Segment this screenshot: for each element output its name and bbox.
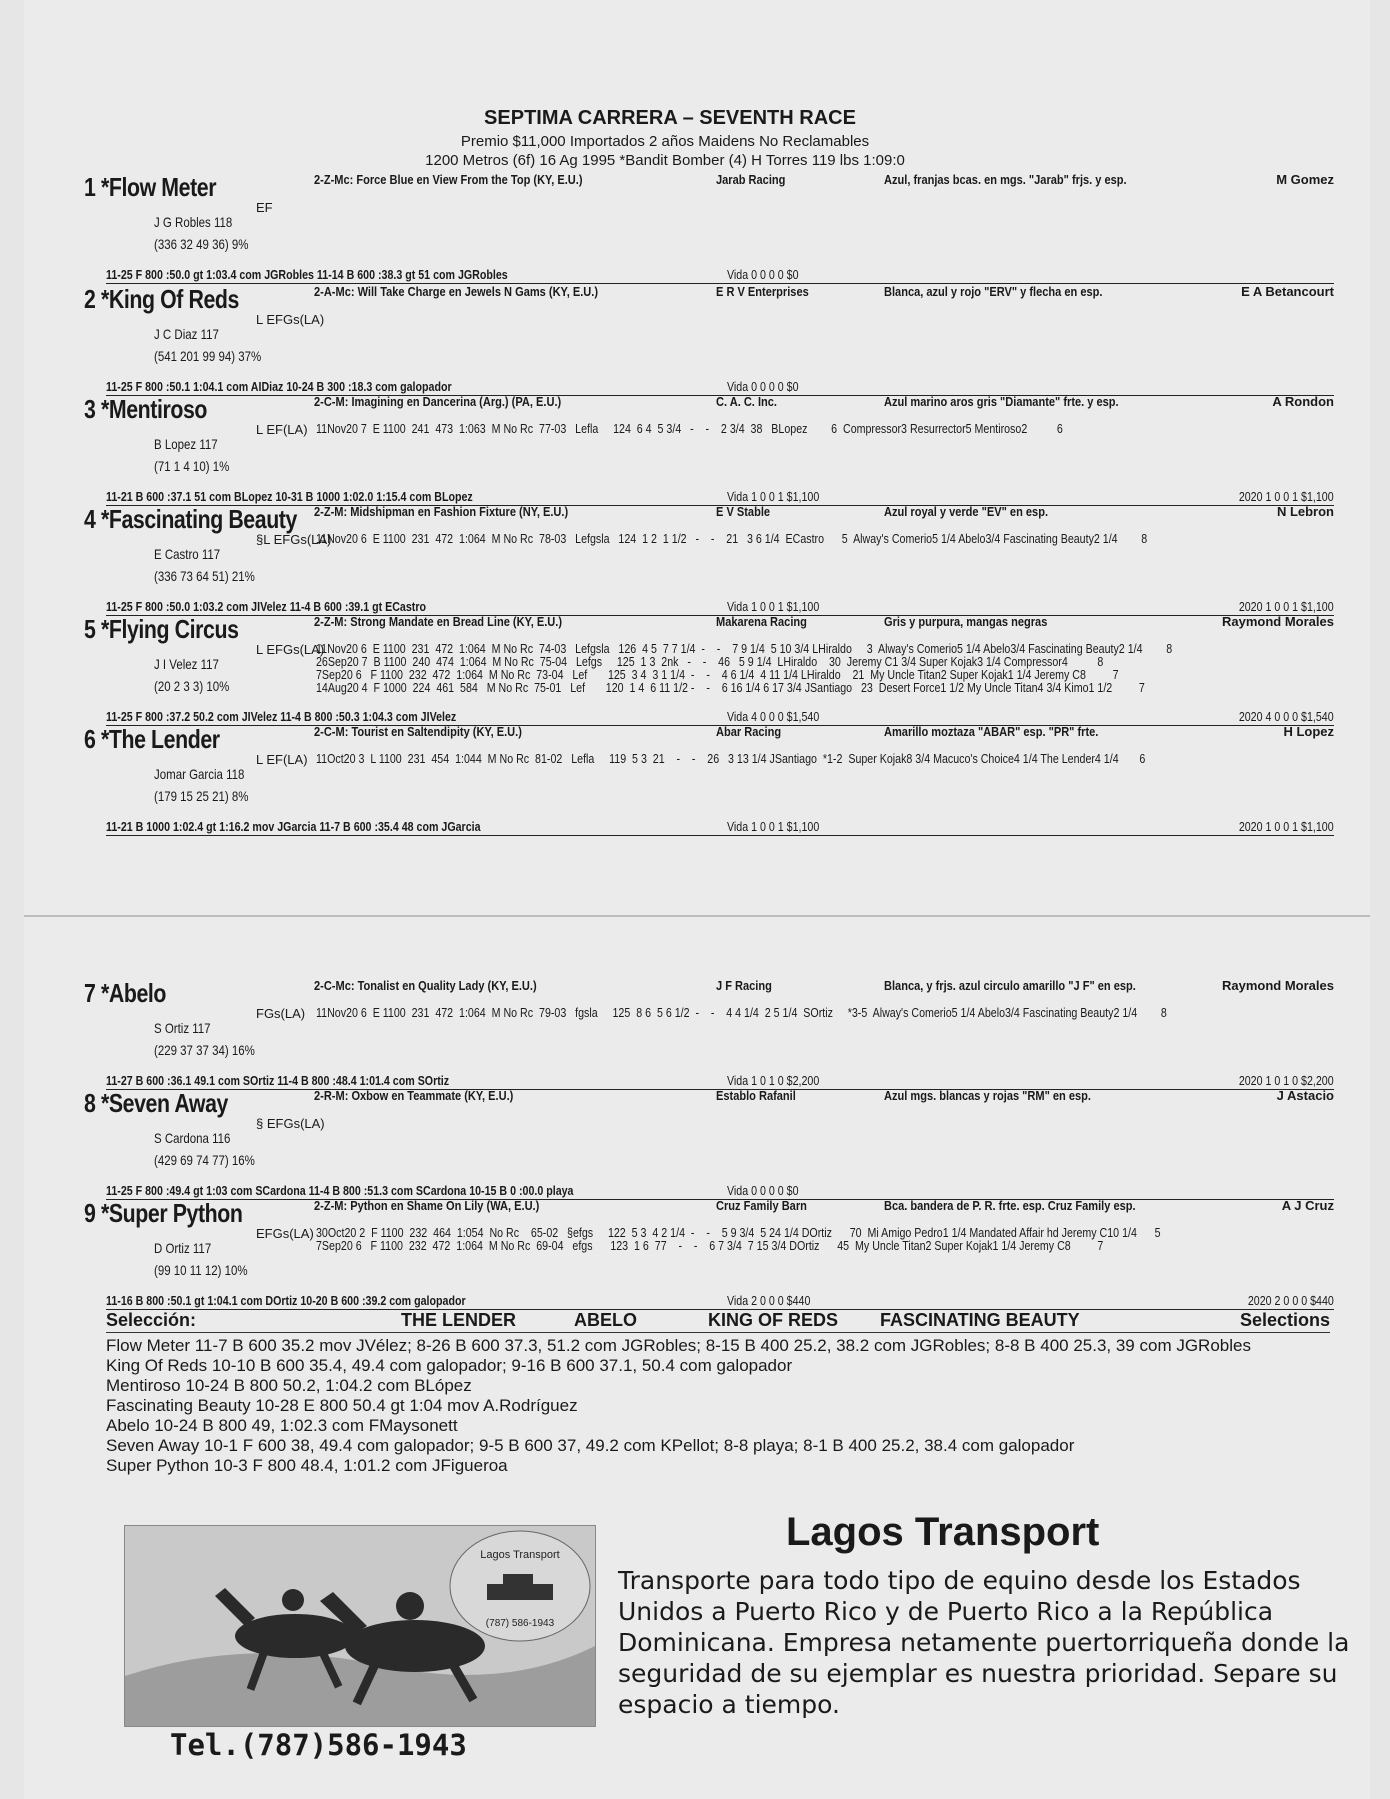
jockey: E Castro 117 bbox=[154, 546, 221, 562]
lifetime-record: Vida 0 0 0 0 $0 bbox=[727, 1183, 799, 1198]
recent-works: 11-16 B 800 :50.1 gt 1:04.1 com DOrtiz 10-20 B 600 :39.2 com galopador bbox=[106, 1293, 466, 1308]
medication: EFGs(LA) bbox=[256, 1226, 314, 1241]
jockey-stats: (429 69 74 77) 16% bbox=[154, 1152, 255, 1168]
jockey: J I Velez 117 bbox=[154, 656, 219, 672]
lifetime-record: Vida 1 0 0 1 $1,100 bbox=[727, 599, 820, 614]
workout-note: King Of Reds 10-10 B 600 35.4, 49.4 com galopador; 9-16 B 600 37.1, 50.4 com galopador bbox=[106, 1356, 793, 1375]
past-performances: 11Nov20 6 E 1100 231 472 1:064 M No Rc 79-03 fgsla 125 8 6 5 6 1/2 - - 4 4 1/4 2 5 1/4 SOrtiz *3-5 Alway's Comerio5 1/4 Abelo3/4 Fascinating Beauty2 1/4 8 bbox=[316, 1005, 1167, 1020]
breeding: 2-A-Mc: Will Take Charge en Jewels N Gams (KY, E.U.) bbox=[314, 284, 599, 299]
medication: L EF(LA) bbox=[256, 752, 308, 767]
recent-works: 11-21 B 1000 1:02.4 gt 1:16.2 mov JGarcia 11-7 B 600 :35.4 48 com JGarcia bbox=[106, 819, 481, 834]
silks: Azul, franjas bcas. en mgs. "Jarab" frjs. y esp. bbox=[884, 172, 1127, 187]
silks: Gris y purpura, mangas negras bbox=[884, 614, 1048, 629]
jockey-stats: (179 15 25 21) 8% bbox=[154, 788, 249, 804]
owner: Abar Racing bbox=[716, 724, 782, 739]
medication: L EF(LA) bbox=[256, 422, 308, 437]
entry-1 bbox=[84, 172, 1334, 282]
trainer: E A Betancourt bbox=[1241, 284, 1334, 299]
selection-pick: THE LENDER bbox=[401, 1310, 517, 1330]
breeding: 2-C-M: Tourist en Saltendipity (KY, E.U.) bbox=[314, 724, 522, 739]
medication: L EFGs(LA) bbox=[256, 642, 325, 657]
jockey: S Ortiz 117 bbox=[154, 1020, 211, 1036]
recent-works: 11-25 F 800 :37.2 50.2 com JIVelez 11-4 B 800 :50.3 1:04.3 com JIVelez bbox=[106, 709, 457, 724]
trainer: H Lopez bbox=[1283, 724, 1334, 739]
workout-note: Super Python 10-3 F 800 48.4, 1:01.2 com JFigueroa bbox=[106, 1456, 508, 1475]
horse-name: 7 *Abelo bbox=[84, 978, 167, 1008]
jockey-stats: (20 2 3 3) 10% bbox=[154, 678, 230, 694]
breeding: 2-Z-M: Python en Shame On Lily (WA, E.U.) bbox=[314, 1198, 540, 1213]
trainer: Raymond Morales bbox=[1222, 614, 1334, 629]
medication: EF bbox=[256, 200, 273, 215]
workout-note: Flow Meter 11-7 B 600 35.2 mov JVélez; 8-26 B 600 37.3, 51.2 com JGRobles; 8-15 B 400 25.2, 38.2 com JGRobles; 8-8 B 400 25.3, 39 com JGRobles bbox=[106, 1336, 1251, 1355]
ad-phone: Tel.(787)586-1943 bbox=[170, 1728, 467, 1762]
owner: C. A. C. Inc. bbox=[716, 394, 777, 409]
jockey: S Cardona 116 bbox=[154, 1130, 231, 1146]
recent-works: 11-25 F 800 :50.1 1:04.1 com AIDiaz 10-24 B 300 :18.3 com galopador bbox=[106, 379, 452, 394]
year-record: 2020 1 0 1 0 $2,200 bbox=[1239, 1073, 1334, 1088]
logo-name: Lagos Transport bbox=[480, 1549, 560, 1561]
horse-name: 4 *Fascinating Beauty bbox=[84, 504, 297, 534]
workout-note: Abelo 10-24 B 800 49, 1:02.3 com FMaysonett bbox=[106, 1416, 458, 1435]
lifetime-record: Vida 2 0 0 0 $440 bbox=[727, 1293, 811, 1308]
race-title: SEPTIMA CARRERA – SEVENTH RACE bbox=[484, 107, 856, 129]
medication: § EFGs(LA) bbox=[256, 1116, 325, 1131]
ad-image bbox=[124, 1525, 596, 1727]
silks: Bca. bandera de P. R. frte. esp. Cruz Family esp. bbox=[884, 1198, 1136, 1213]
recent-works: 11-25 F 800 :50.0 gt 1:03.4 com JGRobles 11-14 B 600 :38.3 gt 51 com JGRobles bbox=[106, 267, 508, 282]
medication: §L EFGs(LA) bbox=[256, 532, 332, 547]
owner: J F Racing bbox=[716, 978, 772, 993]
silks: Azul mgs. blancas y rojas "RM" en esp. bbox=[884, 1088, 1091, 1103]
race-conditions: 1200 Metros (6f) 16 Ag 1995 *Bandit Bomber (4) H Torres 119 lbs 1:09:0 bbox=[425, 152, 905, 169]
recent-works: 11-25 F 800 :50.0 1:03.2 com JIVelez 11-4 B 600 :39.1 gt ECastro bbox=[106, 599, 426, 614]
ad-title: Lagos Transport bbox=[786, 1510, 1100, 1554]
owner: Makarena Racing bbox=[716, 614, 807, 629]
silks: Azul royal y verde "EV" en esp. bbox=[884, 504, 1049, 519]
ad-body: Transporte para todo tipo de equino desde los Estados Unidos a Puerto Rico y de Puerto Rico a la República Dominicana. Empresa netamente puertorriqueña donde la seguridad de su ejemplar es nuestra prioridad. Separe su espacio a tiempo. bbox=[618, 1566, 1350, 1719]
workout-note: Seven Away 10-1 F 600 38, 49.4 com galopador; 9-5 B 600 37, 49.2 com KPellot; 8-8 playa; 8-1 B 400 25.2, 38.4 com galopador bbox=[106, 1436, 1075, 1455]
lifetime-record: Vida 1 0 0 1 $1,100 bbox=[727, 489, 820, 504]
lifetime-record: Vida 0 0 0 0 $0 bbox=[727, 379, 799, 394]
medication: L EFGs(LA) bbox=[256, 312, 325, 327]
selections-row bbox=[106, 1310, 1330, 1333]
trainer: J Astacio bbox=[1276, 1088, 1334, 1103]
jockey-stats: (336 73 64 51) 21% bbox=[154, 568, 255, 584]
breeding: 2-C-M: Imagining en Dancerina (Arg.) (PA, E.U.) bbox=[314, 394, 562, 409]
jockey: Jomar Garcia 118 bbox=[154, 766, 245, 782]
entry-3 bbox=[84, 394, 1334, 504]
jockey-stats: (229 37 37 34) 16% bbox=[154, 1042, 255, 1058]
jockey: B Lopez 117 bbox=[154, 436, 218, 452]
selections-end-label: Selections bbox=[1239, 1310, 1330, 1330]
page-fold bbox=[24, 915, 1370, 917]
silks: Amarillo moztaza "ABAR" esp. "PR" frte. bbox=[884, 724, 1099, 739]
breeding: 2-Z-M: Midshipman en Fashion Fixture (NY, E.U.) bbox=[314, 504, 569, 519]
trainer: A Rondon bbox=[1272, 394, 1334, 409]
entry-5 bbox=[84, 614, 1334, 724]
silks: Blanca, y frjs. azul circulo amarillo "J F" en esp. bbox=[884, 978, 1136, 993]
entry-9 bbox=[84, 1198, 1334, 1308]
past-performances: 11Nov20 7 E 1100 241 473 1:063 M No Rc 77-03 Lefla 124 6 4 5 3/4 - - 2 3/4 38 BLopez 6 Compressor3 Resurrector5 Mentiroso2 6 bbox=[316, 421, 1063, 436]
medication: FGs(LA) bbox=[256, 1006, 306, 1021]
horse-name: 2 *King Of Reds bbox=[84, 284, 239, 314]
selection-pick: FASCINATING BEAUTY bbox=[880, 1310, 1080, 1330]
selection-pick: KING OF REDS bbox=[708, 1310, 839, 1330]
owner: Establo Rafanil bbox=[716, 1088, 796, 1103]
horse-name: 6 *The Lender bbox=[84, 724, 220, 754]
past-performances: 11Nov20 6 E 1100 231 472 1:064 M No Rc 78-03 Lefgsla 124 1 2 1 1/2 - - 21 3 6 1/4 ECastro 5 Alway's Comerio5 1/4 Abelo3/4 Fascinating Beauty2 1/4 8 bbox=[316, 531, 1148, 546]
entry-7 bbox=[84, 978, 1334, 1088]
breeding: 2-R-M: Oxbow en Teammate (KY, E.U.) bbox=[314, 1088, 514, 1103]
jockey-stats: (541 201 99 94) 37% bbox=[154, 348, 262, 364]
horse-name: 5 *Flying Circus bbox=[84, 614, 239, 644]
year-record: 2020 4 0 0 0 $1,540 bbox=[1239, 709, 1334, 724]
workout-notes bbox=[106, 1336, 1336, 1476]
lifetime-record: Vida 4 0 0 0 $1,540 bbox=[727, 709, 820, 724]
recent-works: 11-21 B 600 :37.1 51 com BLopez 10-31 B 1000 1:02.0 1:15.4 com BLopez bbox=[106, 489, 473, 504]
divider bbox=[106, 835, 1334, 836]
past-performances: 11Nov20 6 E 1100 231 472 1:064 M No Rc 74-03 Lefgsla 126 4 5 7 7 1/4 - - 7 9 1/4 5 10 3/4 LHiraldo 3 Alway's Comerio5 1/4 Abelo3/4 Fascinating Beauty2 1/4 8 26Sep20 7 B 1100 240 474 1:064 M No Rc 75-04 Lefgs 125 1 3 2nk - - 46 5 9 1/4 LHiraldo 30 Jeremy C1 3/4 Super Kojak3 1/4 Compressor4 8 7Sep20 6 F 1100 232 472 1:064 M No Rc 73-04 Lef 125 3 4 3 1 1/4 - - 4 6 1/4 4 11 1/4 LHiraldo 21 My Uncle Titan2 Super Kojak1 1/4 Jeremy C8 7 14Aug20 4 F 1000 224 461 584 M No Rc 75-01 Lef 120 1 4 6 11 1/2 - - 6 16 1/4 6 17 3/4 JSantiago 23 Desert Force1 1/2 My Uncle Titan4 3/4 Kimo1 1/2 7 bbox=[316, 641, 1173, 695]
recent-works: 11-27 B 600 :36.1 49.1 com SOrtiz 11-4 B 800 :48.4 1:01.4 com SOrtiz bbox=[106, 1073, 450, 1088]
jockey: D Ortiz 117 bbox=[154, 1240, 212, 1256]
past-performances: 11Oct20 3 L 1100 231 454 1:044 M No Rc 81-02 Lefla 119 5 3 21 - - 26 3 13 1/4 JSantiago *1-2 Super Kojak8 3/4 Macuco's Choice4 1/4 The Lender4 1/4 6 bbox=[316, 751, 1146, 766]
owner: E R V Enterprises bbox=[716, 284, 809, 299]
trainer: Raymond Morales bbox=[1222, 978, 1334, 993]
jockey: J G Robles 118 bbox=[154, 214, 233, 230]
horse-name: 8 *Seven Away bbox=[84, 1088, 229, 1118]
year-record: 2020 2 0 0 0 $440 bbox=[1248, 1293, 1334, 1308]
entry-4 bbox=[84, 504, 1334, 614]
recent-works: 11-25 F 800 :49.4 gt 1:03 com SCardona 11-4 B 800 :51.3 com SCardona 10-15 B 0 :00.0 playa bbox=[106, 1183, 574, 1198]
racehorses-illustration bbox=[125, 1526, 595, 1726]
owner: Cruz Family Barn bbox=[716, 1198, 807, 1213]
horse-name: 3 *Mentiroso bbox=[84, 394, 208, 424]
workout-note: Mentiroso 10-24 B 800 50.2, 1:04.2 com BLópez bbox=[106, 1376, 472, 1395]
jockey-stats: (336 32 49 36) 9% bbox=[154, 236, 249, 252]
selection-pick: ABELO bbox=[574, 1310, 637, 1330]
lifetime-record: Vida 0 0 0 0 $0 bbox=[727, 267, 799, 282]
horse-name: 1 *Flow Meter bbox=[84, 172, 217, 202]
entry-8 bbox=[84, 1088, 1334, 1198]
trainer: M Gomez bbox=[1276, 172, 1334, 187]
ship-icon bbox=[487, 1584, 553, 1600]
trainer: A J Cruz bbox=[1281, 1198, 1334, 1213]
logo-phone: (787) 586-1943 bbox=[485, 1618, 555, 1629]
trainer: N Lebron bbox=[1276, 504, 1334, 519]
selections-label: Selección: bbox=[106, 1310, 197, 1330]
breeding: 2-C-Mc: Tonalist en Quality Lady (KY, E.U.) bbox=[314, 978, 537, 993]
lifetime-record: Vida 1 0 1 0 $2,200 bbox=[727, 1073, 820, 1088]
workout-note: Fascinating Beauty 10-28 E 800 50.4 gt 1:04 mov A.Rodríguez bbox=[106, 1396, 578, 1415]
jockey-stats: (71 1 4 10) 1% bbox=[154, 458, 230, 474]
lifetime-record: Vida 1 0 0 1 $1,100 bbox=[727, 819, 820, 834]
entry-2 bbox=[84, 284, 1334, 394]
year-record: 2020 1 0 0 1 $1,100 bbox=[1239, 599, 1334, 614]
race-subtitle: Premio $11,000 Importados 2 años Maidens No Reclamables bbox=[460, 133, 870, 150]
breeding: 2-Z-Mc: Force Blue en View From the Top (KY, E.U.) bbox=[314, 172, 583, 187]
owner: E V Stable bbox=[716, 504, 771, 519]
silks: Azul marino aros gris "Diamante" frte. y esp. bbox=[884, 394, 1119, 409]
jockey: J C Diaz 117 bbox=[154, 326, 219, 342]
year-record: 2020 1 0 0 1 $1,100 bbox=[1239, 489, 1334, 504]
breeding: 2-Z-M: Strong Mandate en Bread Line (KY, E.U.) bbox=[314, 614, 563, 629]
entry-6 bbox=[84, 724, 1334, 834]
jockey-stats: (99 10 11 12) 10% bbox=[154, 1262, 248, 1278]
silks: Blanca, azul y rojo "ERV" y flecha en esp. bbox=[884, 284, 1103, 299]
owner: Jarab Racing bbox=[716, 172, 786, 187]
year-record: 2020 1 0 0 1 $1,100 bbox=[1239, 819, 1334, 834]
horse-name: 9 *Super Python bbox=[84, 1198, 243, 1228]
past-performances: 30Oct20 2 F 1100 232 464 1:054 No Rc 65-02 §efgs 122 5 3 4 2 1/4 - - 5 9 3/4 5 24 1/4 DOrtiz 70 Mi Amigo Pedro1 1/4 Mandated Affair hd Jeremy C10 1/4 5 7Sep20 6 F 1100 232 472 1:064 M No Rc 69-04 efgs 123 1 6 77 - - 6 7 3/4 7 15 3/4 DOrtiz 45 My Uncle Titan2 Super Kojak1 1/4 Jeremy C8 7 bbox=[316, 1225, 1161, 1253]
